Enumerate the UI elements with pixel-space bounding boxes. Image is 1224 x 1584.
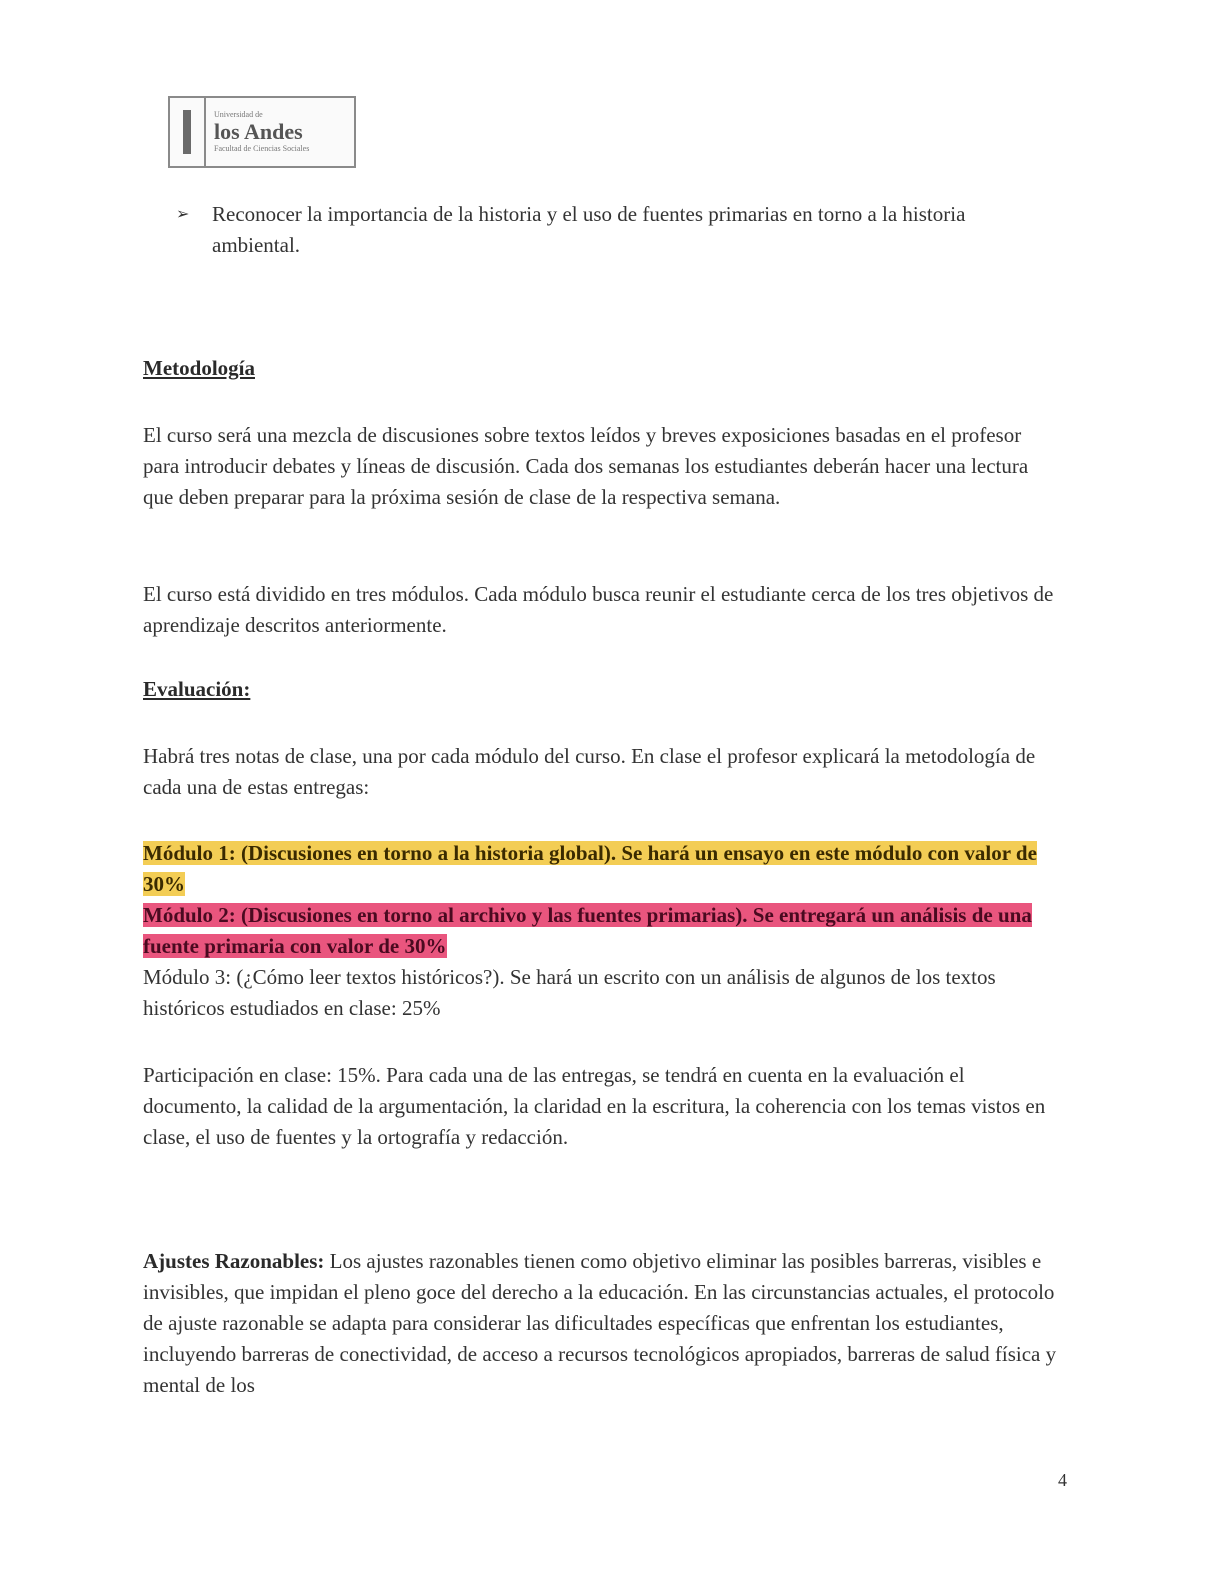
evaluacion-intro: Habrá tres notas de clase, una por cada módulo del curso. En clase el profesor explicará la metodología de cada una de estas entregas: bbox=[143, 744, 1036, 799]
ajustes-paragraph bbox=[143, 1246, 1059, 1401]
logo-bottom-line: Facultad de Ciencias Sociales bbox=[214, 144, 310, 153]
evaluacion-heading: Evaluación: bbox=[143, 677, 251, 701]
university-logo bbox=[168, 96, 356, 168]
participacion-paragraph: Participación en clase: 15%. Para cada una de las entregas, se tendrá en cuenta en la evaluación el documento, la calidad de la argumentación, la claridad en la escritura, la coherencia con los temas vistos en clase, el uso de fuentes y la ortografía y redacción. bbox=[143, 1063, 1046, 1149]
objective-bullet bbox=[176, 199, 1046, 261]
modulo-2-highlighted: Módulo 2: (Discusiones en torno al archivo y las fuentes primarias). Se entregará un análisis de una fuente primaria con valor de 30% bbox=[143, 903, 1032, 958]
metodologia-paragraph-1: El curso será una mezcla de discusiones sobre textos leídos y breves exposiciones basadas en el profesor para introducir debates y líneas de discusión. Cada dos semanas los estudiantes deberán hacer una lectura que deben preparar para la próxima sesión de clase de la respectiva semana. bbox=[143, 423, 1029, 509]
modulo-1-highlighted: Módulo 1: (Discusiones en torno a la historia global). Se hará un ensayo en este módulo con valor de 30% bbox=[143, 841, 1037, 896]
logo-top-line: Universidad de bbox=[214, 110, 263, 119]
metodologia-heading: Metodología bbox=[143, 356, 255, 380]
page-number: 4 bbox=[1058, 1470, 1067, 1490]
ajustes-label: Ajustes Razonables: bbox=[143, 1249, 325, 1273]
bullet-text: Reconocer la importancia de la historia y el uso de fuentes primarias en torno a la historia ambiental. bbox=[212, 202, 966, 257]
ajustes-text: Los ajustes razonables tienen como objetivo eliminar las posibles barreras, visibles e invisibles, que impidan el pleno goce del derecho a la educación. En las circunstancias actuales, el protocolo de ajuste razonable se adapta para considerar las dificultades específicas que enfrentan los estudiantes, incluyendo barreras de conectividad, de acceso a recursos tecnológicos apropiados, barreras de salud física y mental de los bbox=[143, 1249, 1057, 1397]
modulo-list bbox=[143, 838, 1059, 1024]
modulo-3: Módulo 3: (¿Cómo leer textos históricos?). Se hará un escrito con un análisis de algunos de los textos históricos estudiados en clase: 25% bbox=[143, 965, 996, 1020]
metodologia-paragraph-2: El curso está dividido en tres módulos. Cada módulo busca reunir el estudiante cerca de los tres objetivos de aprendizaje descritos anteriormente. bbox=[143, 582, 1054, 637]
logo-name: los Andes bbox=[214, 119, 303, 144]
logo-mark-icon bbox=[170, 98, 206, 166]
bullet-icon: ➢ bbox=[176, 206, 190, 223]
